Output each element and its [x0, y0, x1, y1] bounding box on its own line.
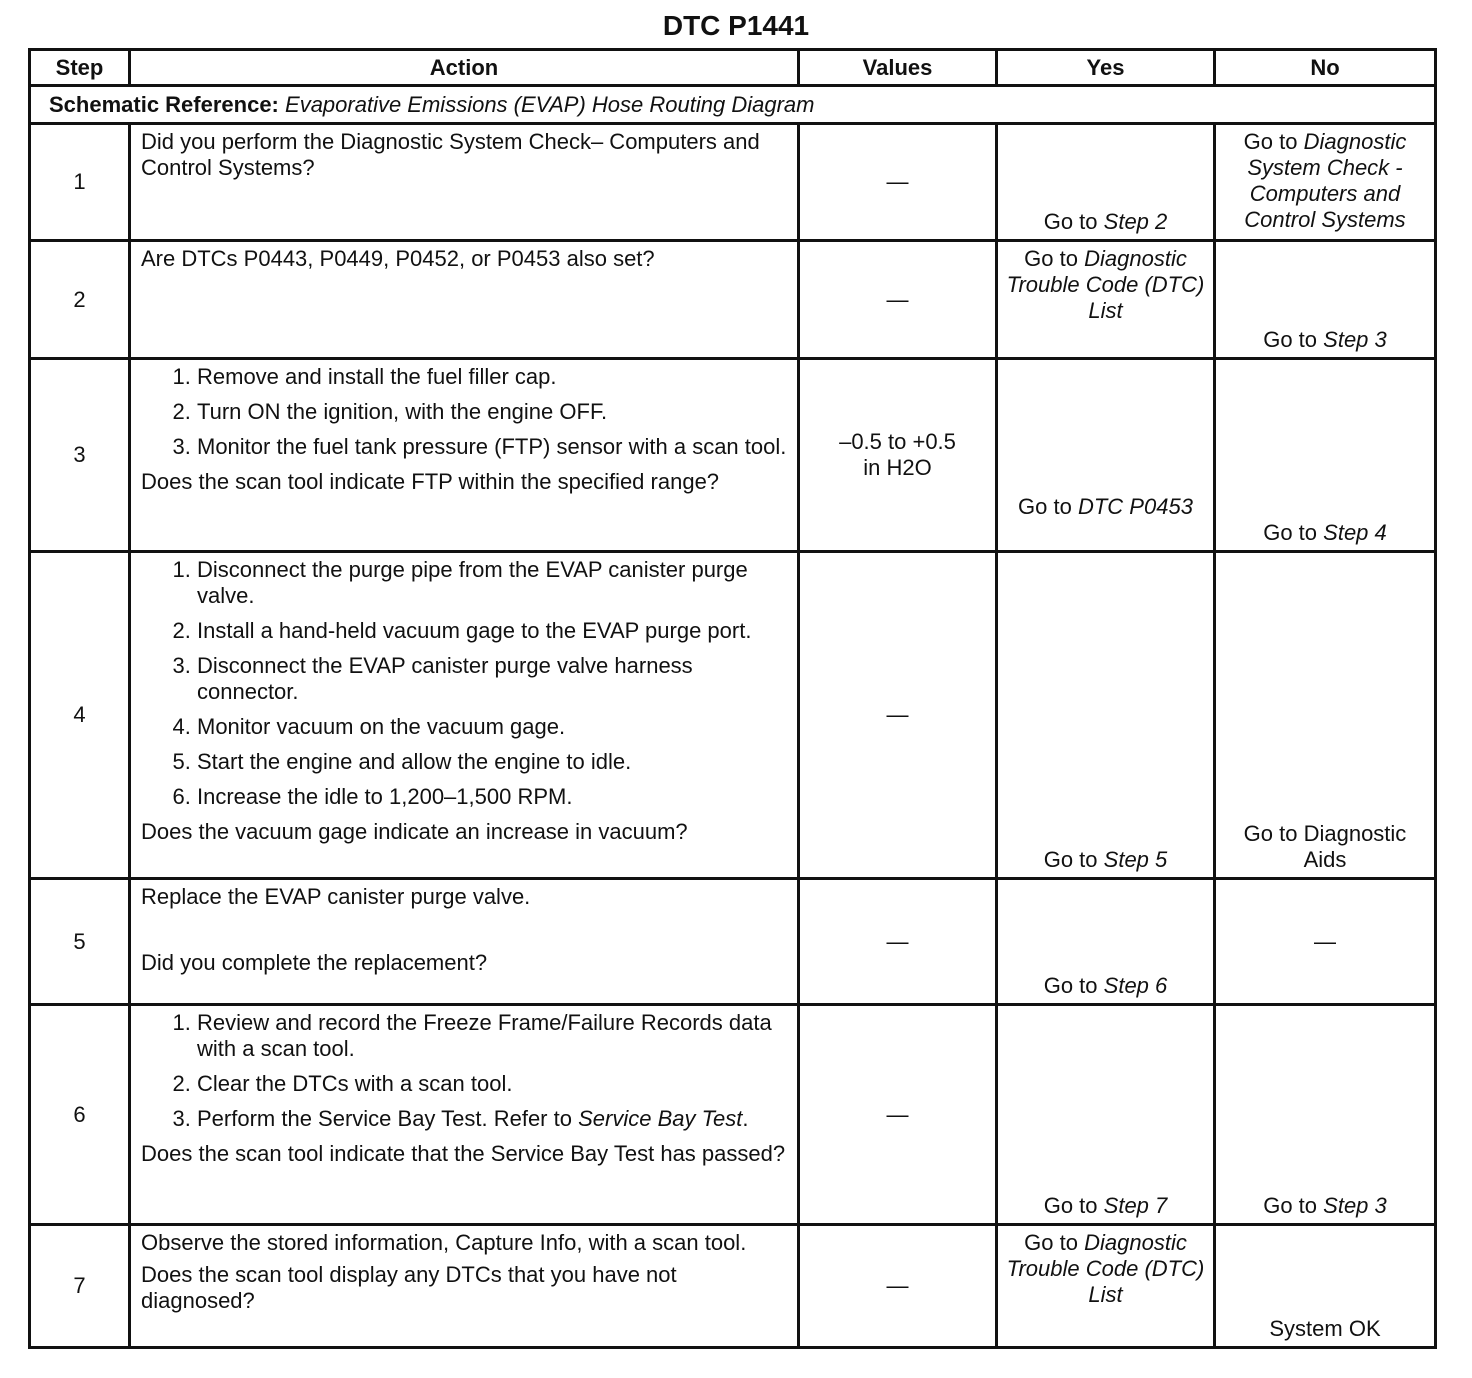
action-text: Replace the EVAP canister purge valve. — [141, 884, 531, 909]
no-cell — [1215, 359, 1436, 552]
no-cell — [1215, 124, 1436, 241]
value-dash: — — [886, 169, 909, 194]
value-dash: — — [886, 928, 909, 954]
diagnostic-table — [28, 48, 1437, 1349]
action-cell — [130, 124, 799, 241]
action-step: 2. Clear the DTCs with a scan tool. — [197, 1071, 793, 1097]
value-cell — [799, 552, 997, 879]
yes-prefix: Go to — [1024, 1230, 1078, 1255]
value-cell — [799, 879, 997, 1005]
value-cell — [799, 124, 997, 241]
schematic-reference — [30, 86, 1436, 124]
action-cell — [130, 1005, 799, 1225]
col-header-no: No — [1215, 50, 1436, 86]
table-row — [30, 1225, 1436, 1348]
table-row — [30, 124, 1436, 241]
action-step: 1. Disconnect the purge pipe from the EVAP canister purge valve. — [197, 557, 793, 609]
action-question: Does the scan tool display any DTCs that you have not diagnosed? — [141, 1262, 677, 1313]
yes-cell — [997, 552, 1215, 879]
action-steps — [141, 364, 793, 460]
yes-link[interactable]: Step 7 — [1103, 1193, 1168, 1218]
yes-prefix: Go to — [1043, 209, 1098, 234]
yes-link[interactable]: Diagnostic Trouble Code (DTC) List — [1006, 1230, 1205, 1307]
schematic-reference-row — [30, 86, 1436, 124]
yes-link[interactable]: Step 5 — [1103, 847, 1168, 872]
step-number: 7 — [30, 1225, 130, 1348]
action-step: 5. Start the engine and allow the engine to idle. — [197, 749, 793, 775]
no-link[interactable]: Go to Diagnostic Aids — [1243, 821, 1407, 872]
table-row — [30, 1005, 1436, 1225]
table-row — [30, 359, 1436, 552]
action-step: 3. Monitor the fuel tank pressure (FTP) sensor with a scan tool. — [197, 434, 793, 460]
action-question: Did you complete the replacement? — [141, 950, 488, 975]
value-dash: — — [886, 1273, 909, 1298]
yes-prefix: Go to — [1043, 847, 1098, 872]
no-prefix: Go to — [1263, 1193, 1318, 1218]
no-cell — [1215, 879, 1436, 1005]
yes-cell — [997, 1005, 1215, 1225]
step-number: 5 — [30, 879, 130, 1005]
no-cell — [1215, 1225, 1436, 1348]
step-number: 2 — [30, 241, 130, 359]
col-header-yes: Yes — [997, 50, 1215, 86]
action-step: 1. Remove and install the fuel filler cap. — [197, 364, 793, 390]
action-step: 1. Review and record the Freeze Frame/Failure Records data with a scan tool. — [197, 1010, 793, 1062]
no-prefix: Go to — [1243, 129, 1298, 154]
no-cell — [1215, 1005, 1436, 1225]
action-step: 4. Monitor vacuum on the vacuum gage. — [197, 714, 793, 740]
action-cell — [130, 241, 799, 359]
no-cell — [1215, 241, 1436, 359]
col-header-action: Action — [130, 50, 799, 86]
page-title: DTC P1441 — [662, 10, 810, 41]
yes-cell — [997, 879, 1215, 1005]
yes-cell — [997, 1225, 1215, 1348]
action-text: Observe the stored information, Capture Info, with a scan tool. — [141, 1230, 747, 1255]
service-bay-test-link[interactable]: Service Bay Test — [578, 1106, 743, 1131]
action-step-text: Perform the Service Bay Test. Refer to — [197, 1106, 572, 1131]
action-cell — [130, 1225, 799, 1348]
yes-prefix: Go to — [1043, 973, 1098, 998]
action-question: Does the scan tool indicate FTP within the specified range? — [141, 469, 720, 494]
yes-prefix: Go to — [1024, 246, 1078, 271]
no-dash: — — [1314, 928, 1336, 954]
action-cell — [130, 879, 799, 1005]
yes-prefix: Go to — [1043, 1193, 1098, 1218]
yes-prefix: Go to — [1018, 494, 1072, 519]
action-cell — [130, 552, 799, 879]
value-cell — [799, 359, 997, 552]
value-cell — [799, 241, 997, 359]
action-cell — [130, 359, 799, 552]
no-link[interactable]: Step 3 — [1323, 1193, 1387, 1218]
value-cell — [799, 1005, 997, 1225]
value-dash: — — [886, 702, 909, 727]
value-range: –0.5 to +0.5 in H2O — [839, 429, 956, 480]
step-number: 4 — [30, 552, 130, 879]
value-dash: — — [886, 1101, 909, 1127]
action-text: Are DTCs P0443, P0449, P0452, or P0453 also set? — [141, 246, 655, 271]
table-row — [30, 241, 1436, 359]
yes-link[interactable]: DTC P0453 — [1077, 494, 1193, 519]
action-text: Did you perform the Diagnostic System Check– Computers and Control Systems? — [141, 129, 760, 180]
schematic-label: Schematic Reference: — [49, 91, 279, 117]
yes-cell — [997, 359, 1215, 552]
no-cell — [1215, 552, 1436, 879]
action-question: Does the scan tool indicate that the Service Bay Test has passed? — [141, 1141, 786, 1166]
table-row — [30, 552, 1436, 879]
no-prefix: Go to — [1263, 520, 1318, 545]
col-header-values: Values — [799, 50, 997, 86]
no-result: System OK — [1269, 1316, 1381, 1341]
action-step: 2. Install a hand-held vacuum gage to the EVAP purge port. — [197, 618, 793, 644]
action-question: Does the vacuum gage indicate an increase in vacuum? — [141, 819, 688, 844]
header-row — [30, 50, 1436, 86]
no-link[interactable]: Step 4 — [1323, 520, 1387, 545]
step-number: 1 — [30, 124, 130, 241]
yes-link[interactable]: Step 2 — [1103, 209, 1168, 234]
yes-link[interactable]: Diagnostic Trouble Code (DTC) List — [1006, 246, 1205, 323]
yes-cell — [997, 241, 1215, 359]
action-step: 3. Disconnect the EVAP canister purge valve harness connector. — [197, 653, 793, 705]
step-number: 3 — [30, 359, 130, 552]
value-cell — [799, 1225, 997, 1348]
schematic-link[interactable]: Evaporative Emissions (EVAP) Hose Routing Diagram — [285, 91, 815, 117]
action-steps — [141, 557, 793, 810]
no-prefix: Go to — [1263, 327, 1318, 352]
action-step: 3. Perform the Service Bay Test. Refer to Service Bay Test. — [197, 1106, 793, 1132]
action-steps — [141, 1010, 793, 1132]
yes-link[interactable]: Step 6 — [1103, 973, 1168, 998]
col-header-step: Step — [30, 50, 130, 86]
value-dash: — — [886, 286, 909, 312]
action-step: 2. Turn ON the ignition, with the engine OFF. — [197, 399, 793, 425]
no-link[interactable]: Step 3 — [1323, 327, 1387, 352]
table-row — [30, 879, 1436, 1005]
no-link[interactable]: Diagnostic System Check - Computers and Control Systems — [1244, 129, 1407, 232]
action-step: 6. Increase the idle to 1,200–1,500 RPM. — [197, 784, 793, 810]
yes-cell — [997, 124, 1215, 241]
step-number: 6 — [30, 1005, 130, 1225]
